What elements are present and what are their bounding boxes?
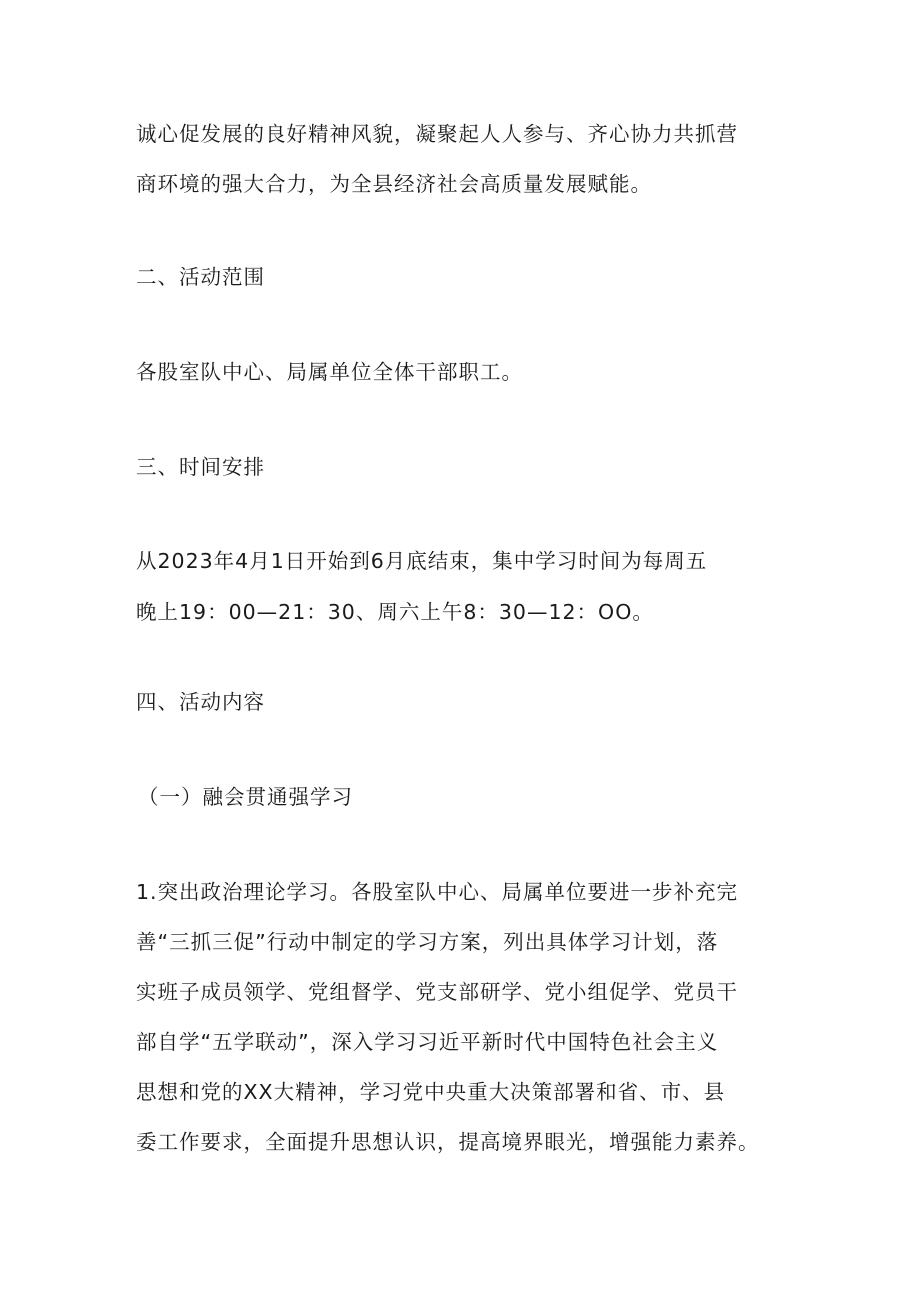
section-4-subheading: （一）融会贯通强学习 [138, 785, 353, 809]
item-1-line-4: 部自学“五学联动”，深入学习习近平新时代中国特色社会主义 [136, 1030, 719, 1054]
item-1-line-6: 委工作要求，全面提升思想认识，提高境界眼光，增强能力素养。 [136, 1130, 760, 1154]
item-1-line-2: 善“三抓三促”行动中制定的学习方案，列出具体学习计划，落 [136, 930, 719, 954]
intro-line-2: 商环境的强大合力，为全县经济社会高质量发展赋能。 [136, 172, 652, 196]
item-1-line-1: 1.突出政治理论学习。各股室队中心、局属单位要进一步补充完 [136, 880, 739, 904]
intro-line-1: 诚心促发展的良好精神风貌，凝聚起人人参与、齐心协力共抓营 [136, 122, 738, 146]
section-2-body: 各股室队中心、局属单位全体干部职工。 [136, 360, 523, 384]
item-1-line-5: 思想和党的XX大精神，学习党中央重大决策部署和省、市、县 [136, 1080, 726, 1104]
section-3-heading: 三、时间安排 [136, 455, 265, 479]
section-4-heading: 四、活动内容 [136, 690, 265, 714]
section-3-line-2: 晚上19：00—21：30、周六上午8：30—12：OO。 [136, 600, 654, 624]
section-2-heading: 二、活动范围 [136, 265, 265, 289]
item-1-line-3: 实班子成员领学、党组督学、党支部研学、党小组促学、党员干 [136, 980, 738, 1004]
section-3-line-1: 从2023年4月1日开始到6月底结束，集中学习时间为每周五 [136, 549, 708, 573]
